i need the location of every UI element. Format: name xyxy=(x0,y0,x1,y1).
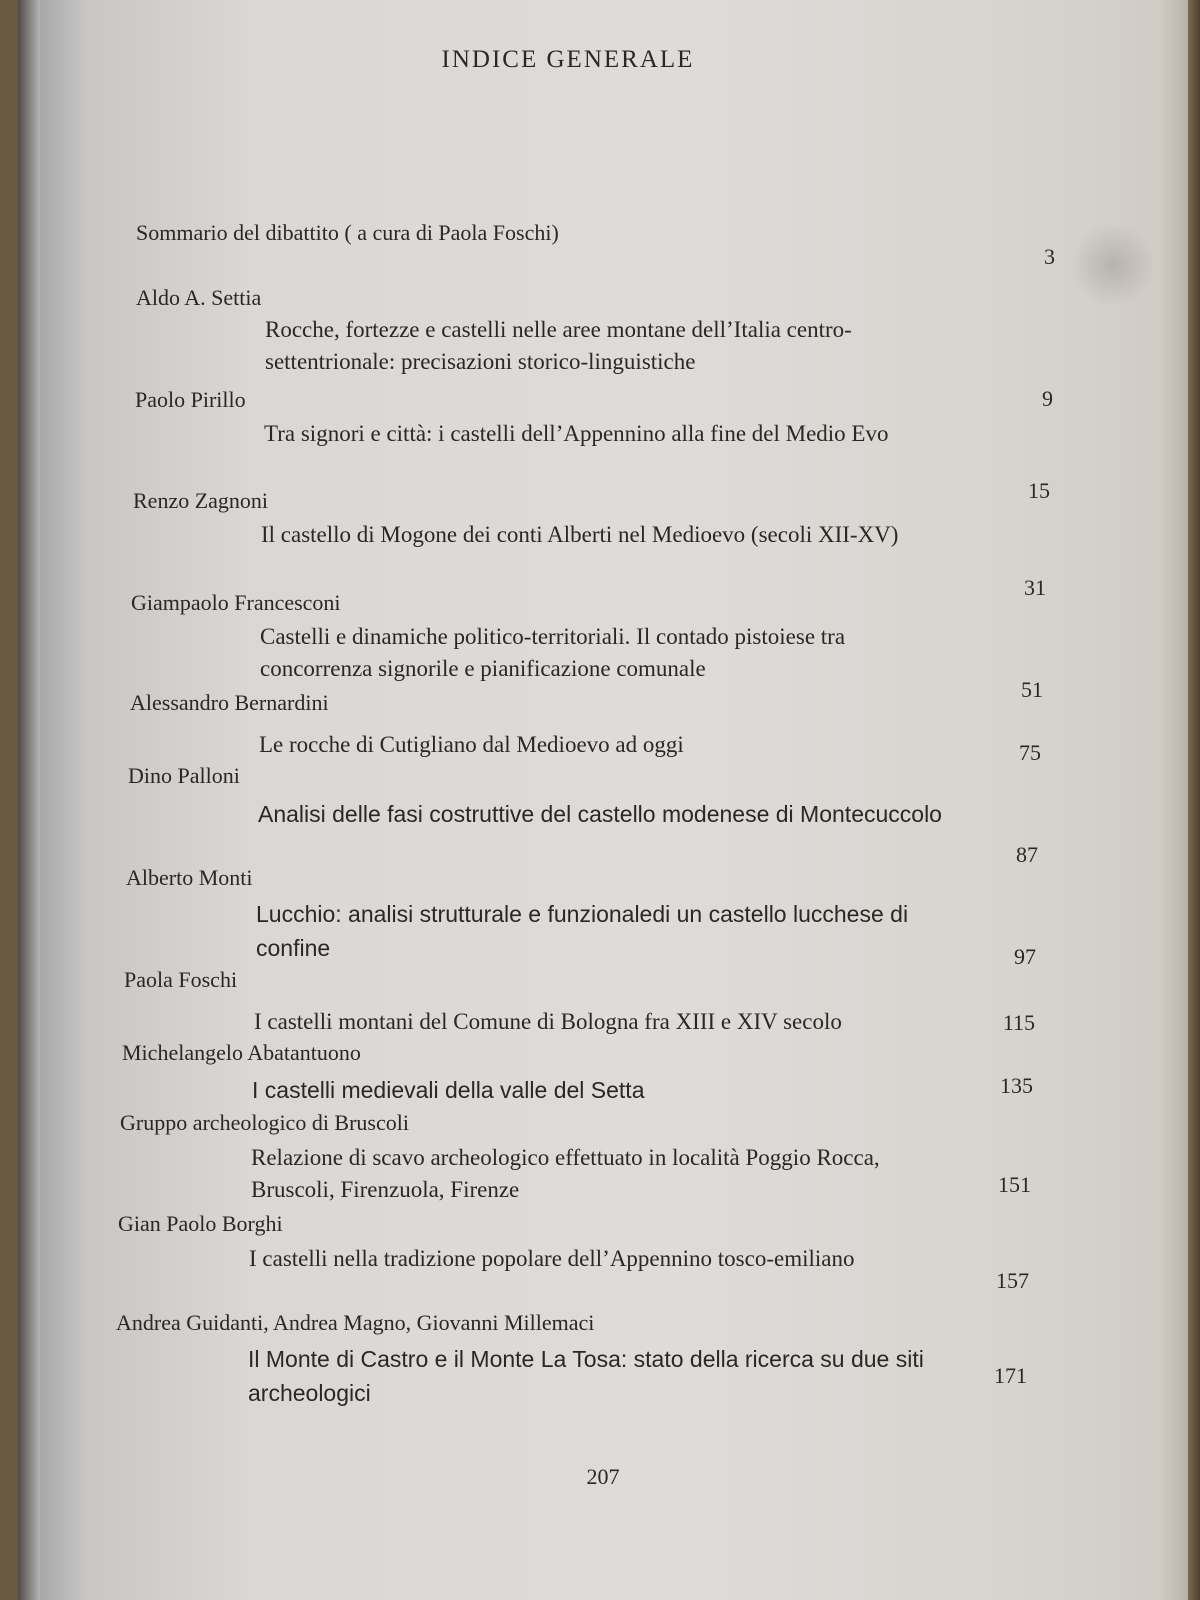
toc-entry-author: Gruppo archeologico di Bruscoli xyxy=(120,1110,409,1135)
toc-entry-title: Relazione di scavo archeologico effettuato in località Poggio Rocca, Bruscoli, Firenzuola, Firenze xyxy=(251,1145,880,1202)
toc-entry-author: Paola Foschi xyxy=(124,967,238,992)
book-page xyxy=(18,0,1188,1600)
toc-entry-page: 171 xyxy=(994,1363,1027,1388)
toc-entry-page: 97 xyxy=(1014,944,1036,969)
toc-entry-author: Gian Paolo Borghi xyxy=(118,1211,283,1236)
toc-entry-title: Tra signori e città: i castelli dell’Appennino alla fine del Medio Evo xyxy=(264,421,889,446)
toc-entry-title: Lucchio: analisi strutturale e funzionaledi un castello lucchese di confine xyxy=(256,901,909,961)
page-number: 207 xyxy=(586,1464,620,1489)
toc-entry-author: Michelangelo Abatantuono xyxy=(122,1040,361,1065)
toc-entry-page: 31 xyxy=(1024,575,1046,600)
toc-entry-author: Sommario del dibattito ( a cura di Paola Foschi) xyxy=(136,220,559,245)
toc-entry-page: 151 xyxy=(998,1172,1031,1197)
toc-entry-title: Le rocche di Cutigliano dal Medioevo ad oggi xyxy=(259,732,684,757)
toc-entry-title: Castelli e dinamiche politico-territoriali. Il contado pistoiese tra concorrenza signorile e pianificazione comunale xyxy=(260,624,846,681)
toc-entry-page: 15 xyxy=(1028,478,1050,503)
toc-entry-author: Dino Palloni xyxy=(128,763,240,788)
toc-entry-title: I castelli medievali della valle del Setta xyxy=(252,1077,645,1103)
page-heading: INDICE GENERALE xyxy=(441,46,695,73)
toc-entry-title: Il Monte di Castro e il Monte La Tosa: stato della ricerca su due siti archeologici xyxy=(248,1346,924,1406)
toc-entry-author: Alessandro Bernardini xyxy=(130,690,329,715)
toc-entry-page: 51 xyxy=(1021,677,1043,702)
toc-entry-title: I castelli montani del Comune di Bologna fra XIII e XIV secolo xyxy=(254,1009,842,1034)
page-edge-shadow xyxy=(1160,0,1188,1600)
paper-blot xyxy=(1068,225,1158,305)
toc-entry-title: Rocche, fortezze e castelli nelle aree montane dell’Italia centro-settentrionale: precisazioni storico-linguistiche xyxy=(265,317,852,374)
toc-entry-title: Il castello di Mogone dei conti Alberti nel Medioevo (secoli XII-XV) xyxy=(261,522,899,547)
toc-entry-title: I castelli nella tradizione popolare dell’Appennino tosco-emiliano xyxy=(249,1246,855,1271)
toc-entry-page: 3 xyxy=(1044,244,1055,269)
toc-entry-author: Alberto Monti xyxy=(126,865,253,890)
toc-entry-page: 75 xyxy=(1019,740,1041,765)
toc-entry-page: 157 xyxy=(996,1268,1029,1293)
toc-entry-page: 115 xyxy=(1002,1010,1035,1035)
toc-entry-author: Aldo A. Settia xyxy=(136,285,262,310)
toc-entry-title: Analisi delle fasi costruttive del castello modenese di Montecuccolo xyxy=(258,801,942,827)
toc-entry-author: Giampaolo Francesconi xyxy=(131,590,341,615)
toc-entry-author: Renzo Zagnoni xyxy=(133,488,269,513)
gutter-shadow xyxy=(18,0,40,1600)
toc-entry-author: Andrea Guidanti, Andrea Magno, Giovanni Millemaci xyxy=(116,1310,595,1335)
background-edge xyxy=(1188,0,1200,1600)
toc-entry-author: Paolo Pirillo xyxy=(135,387,246,412)
toc-entry-page: 135 xyxy=(1000,1073,1033,1098)
toc-entry-page: 87 xyxy=(1016,842,1038,867)
toc-entry-page: 9 xyxy=(1042,386,1053,411)
